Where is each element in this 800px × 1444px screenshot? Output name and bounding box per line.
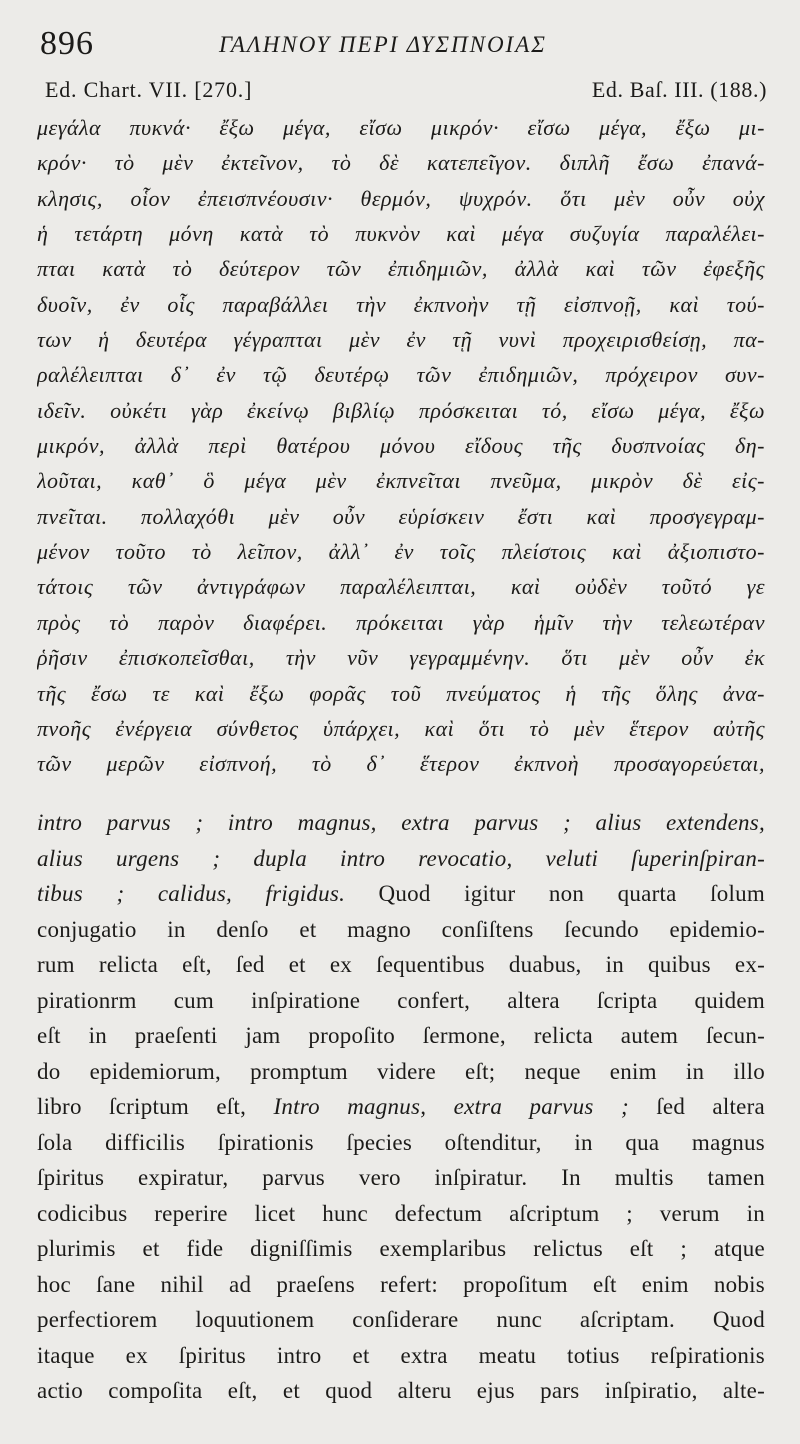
- latin-line: [37, 1196, 765, 1232]
- latin-line: [37, 1231, 765, 1267]
- greek-line: λοῦται, καθ᾽ ὃ μέγα μὲν ἐκπνεῖται πνεῦμα, μικρὸν δὲ εἰς-: [37, 468, 765, 494]
- greek-line: πνοῆς ἐνέργεια σύνθετος ὑπάρχει, καὶ ὅτι τὸ μὲν ἕτερον αὐτῆς: [37, 715, 765, 741]
- latin-text-segment: do epidemiorum, promptum videre eſt; neque enim in illo: [37, 1058, 765, 1084]
- latin-text-segment: libro ſcriptum eſt,: [37, 1094, 274, 1119]
- greek-line: μένον τοῦτο τὸ λεῖπον, ἀλλ᾽ ἐν τοῖς πλείστοις καὶ ἀξιοπιστο-: [37, 539, 765, 565]
- latin-text-segment: ſola difficilis ſpirationis ſpecies oſtenditur, in qua magnus: [37, 1129, 765, 1155]
- latin-text-segment: ſpiritus expiratur, parvus vero inſpiratur. In multis tamen: [37, 1165, 765, 1190]
- latin-text-segment: perfectiorem loquutionem conſiderare nunc aſcriptam. Quod: [37, 1307, 765, 1332]
- edition-reference-left: Ed. Chart. VII. [270.]: [45, 77, 253, 102]
- latin-text-segment: conjugatio in denſo et magno conſiſtens ſecundo epidemio-: [37, 916, 765, 942]
- greek-line: των ἡ δευτέρα γέγραπται μὲν ἐν τῇ νυνὶ προχειρισθείσῃ, πα-: [37, 327, 765, 353]
- latin-line: [37, 841, 765, 877]
- page-number: 896: [40, 25, 94, 62]
- latin-text-segment: Intro magnus, extra parvus ;: [273, 1094, 629, 1119]
- latin-line: [37, 1302, 765, 1338]
- greek-line: κλησις, οἷον ἐπεισπνέουσιν· θερμόν, ψυχρόν. ὅτι μὲν οὖν οὐχ: [37, 185, 765, 211]
- latin-text-segment: eſt in praeſenti jam propoſito ſermone, relicta autem ſecun-: [37, 1023, 765, 1048]
- latin-text-segment: ſed altera: [628, 1094, 765, 1119]
- greek-line: τῶν μερῶν εἰσπνοή, τὸ δ᾽ ἕτερον ἐκπνοὴ προσαγορεύεται,: [37, 751, 765, 777]
- greek-line: πρὸς τὸ παρὸν διαφέρει. πρόκειται γὰρ ἡμῖν τὴν τελεωτέραν: [37, 609, 765, 635]
- latin-text-segment: tibus ; calidus, frigidus.: [37, 881, 346, 906]
- latin-text-segment: plurimis et fide digniſſimis exemplaribus relictus eſt ; atque: [37, 1236, 765, 1261]
- latin-line: [37, 1160, 765, 1196]
- latin-text-segment: rum relicta eſt, ſed et ex ſequentibus duabus, in quibus ex-: [37, 952, 765, 977]
- latin-line: [37, 912, 765, 948]
- latin-text-block: [37, 805, 765, 1409]
- latin-line: [37, 876, 765, 912]
- greek-line: κρόν· τὸ μὲν ἐκτεῖνον, τὸ δὲ κατεπεῖγον. διπλῆ ἔσω ἐπανά-: [37, 150, 765, 176]
- greek-line: μεγάλα πυκνά· ἔξω μέγα, εἴσω μικρόν· εἴσω μέγα, ἔξω μι-: [37, 115, 765, 140]
- latin-line: [37, 805, 765, 841]
- latin-line: [37, 1125, 765, 1161]
- latin-line: [37, 1267, 765, 1303]
- greek-text-block: [37, 110, 765, 782]
- latin-text-segment: pirationrm cum inſpiratione confert, altera ſcripta quidem: [37, 987, 765, 1013]
- greek-line: πται κατὰ τὸ δεύτερον τῶν ἐπιδημιῶν, ἀλλὰ καὶ τῶν ἐφεξῆς: [37, 256, 765, 282]
- latin-line: [37, 1054, 765, 1090]
- greek-line: ραλέλειπται δ᾽ ἐν τῷ δευτέρῳ τῶν ἐπιδημιῶν, πρόχειρον συν-: [37, 362, 765, 388]
- latin-line: [37, 1089, 765, 1125]
- latin-line: [37, 1373, 765, 1409]
- page-header: [0, 0, 800, 112]
- latin-text-segment: actio compoſita eſt, et quod alteru ejus pars inſpiratio, alte-: [37, 1378, 765, 1403]
- latin-text-segment: alius urgens ; dupla intro revocatio, veluti ſuperinſpiran-: [37, 845, 765, 871]
- greek-line: ἡ τετάρτη μόνη κατὰ τὸ πυκνὸν καὶ μέγα συζυγία παραλέλει-: [37, 221, 765, 247]
- latin-text-segment: codicibus reperire licet hunc defectum aſcriptum ; verum in: [37, 1200, 765, 1226]
- greek-line: τάτοις τῶν ἀντιγράφων παραλέλειπται, καὶ οὐδὲν τοῦτό γε: [37, 574, 765, 600]
- greek-line: δυοῖν, ἐν οἷς παραβάλλει τὴν ἐκπνοὴν τῇ εἰσπνοῇ, καὶ τού-: [37, 291, 765, 317]
- latin-line: [37, 1018, 765, 1054]
- greek-line: μικρόν, ἀλλὰ περὶ θατέρου μόνου εἴδους τῆς δυσπνοίας δη-: [37, 433, 765, 459]
- latin-line: [37, 947, 765, 983]
- greek-line: τῆς ἔσω τε καὶ ἔξω φορᾶς τοῦ πνεύματος ἡ τῆς ὅλης ἀνα-: [37, 680, 765, 706]
- greek-line: ιδεῖν. οὐκέτι γὰρ ἐκείνῳ βιβλίῳ πρόσκειται τό, εἴσω μέγα, ἔξω: [37, 397, 765, 423]
- latin-text-segment: Quod igitur non quarta ſolum: [345, 881, 765, 906]
- edition-reference-right: Ed. Baſ. III. (188.): [591, 77, 767, 102]
- greek-line: πνεῖται. πολλαχόθι μὲν οὖν εὑρίσκειν ἔστι καὶ προσγεγραμ-: [37, 503, 765, 529]
- latin-text-segment: hoc ſane nihil ad praeſens refert: propoſitum eſt enim nobis: [37, 1271, 765, 1297]
- latin-text-segment: intro parvus ; intro magnus, extra parvus ; alius extendens,: [37, 810, 765, 835]
- latin-text-segment: itaque ex ſpiritus intro et extra meatu totius reſpirationis: [37, 1342, 765, 1368]
- greek-line: ῥῆσιν ἐπισκοπεῖσθαι, τὴν νῦν γεγραμμένην. ὅτι μὲν οὖν ἐκ: [37, 645, 765, 671]
- running-head: ΓΑΛΗΝΟΥ ΠΕΡΙ ΔΥΣΠΝΟΙΑΣ: [219, 32, 547, 57]
- latin-line: [37, 1338, 765, 1374]
- latin-line: [37, 983, 765, 1019]
